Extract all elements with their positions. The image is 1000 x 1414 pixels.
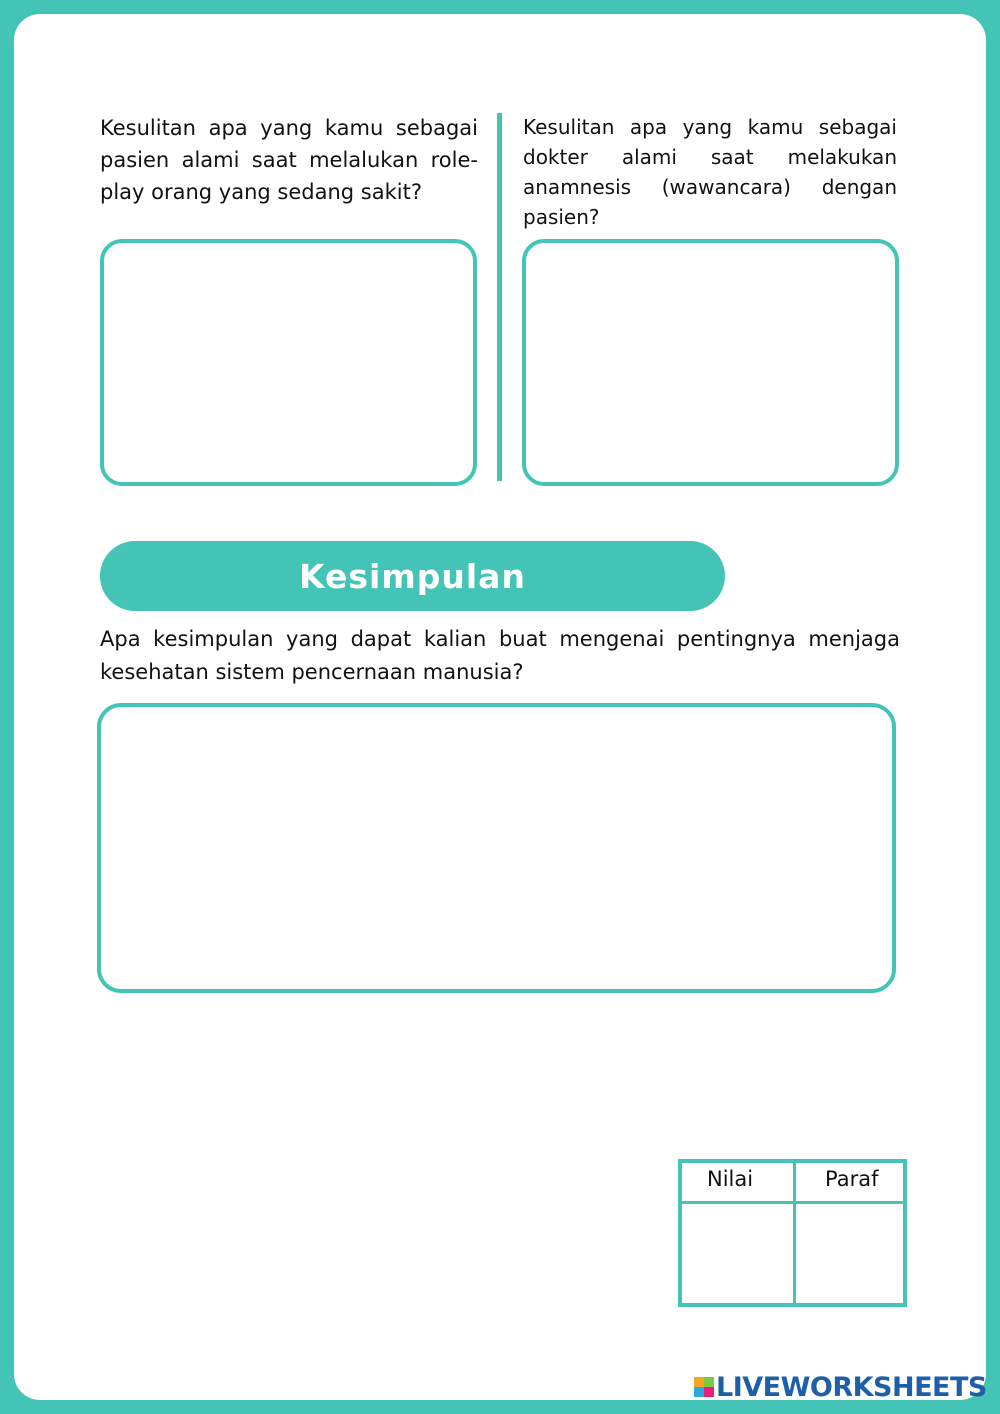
conclusion-answer-box[interactable] xyxy=(97,703,896,993)
liveworksheets-logo[interactable] xyxy=(694,1370,987,1404)
paraf-header: Paraf xyxy=(825,1167,879,1191)
patient-difficulty-answer-box[interactable] xyxy=(100,239,477,486)
nilai-header: Nilai xyxy=(707,1167,754,1191)
liveworksheets-icon xyxy=(694,1377,714,1397)
table-column-rule xyxy=(793,1163,796,1303)
doctor-difficulty-question: Kesulitan apa yang kamu sebagai dokter alami saat melakukan anamnesis (wawancara) dengan pasien? xyxy=(523,115,897,229)
score-table xyxy=(678,1159,907,1307)
conclusion-banner xyxy=(100,541,725,611)
logo-text: LIVEWORKSHEETS xyxy=(716,1371,987,1403)
conclusion-question: Apa kesimpulan yang dapat kalian buat mengenai pentingnya menjaga kesehatan sistem pencernaan manusia? xyxy=(100,627,900,684)
conclusion-heading: Kesimpulan xyxy=(299,556,526,596)
doctor-difficulty-answer-box[interactable] xyxy=(522,239,899,486)
patient-difficulty-question: Kesulitan apa yang kamu sebagai pasien alami saat melalukan role-play orang yang sedang sakit? xyxy=(100,116,478,204)
column-divider xyxy=(497,113,502,481)
